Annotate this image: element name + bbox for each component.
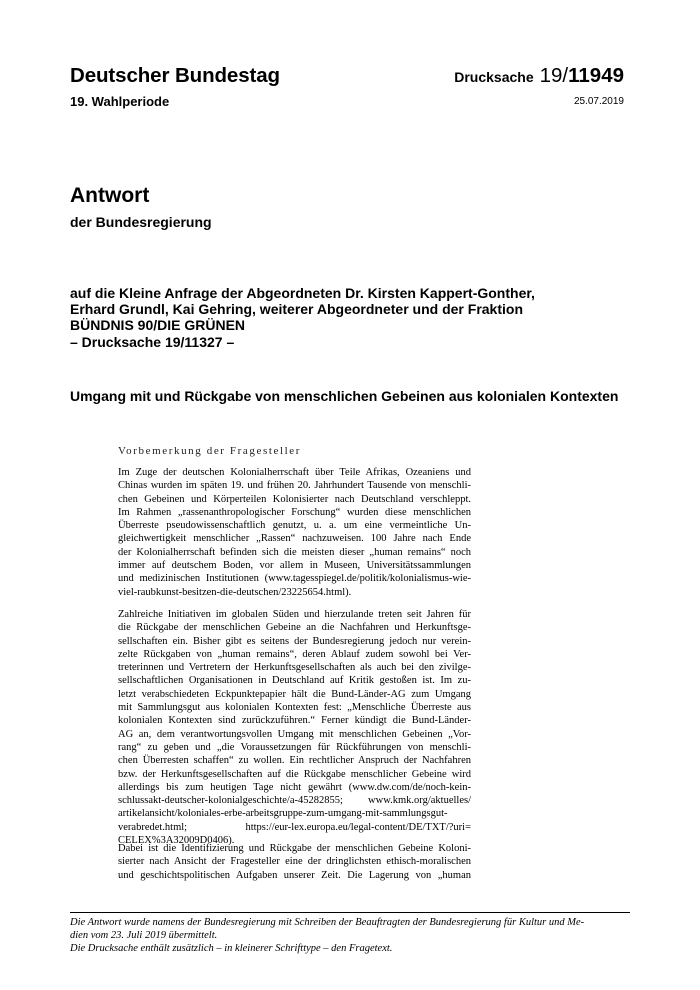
- text-line: artikelansicht/koloniales-erbe-arbeitsgruppe-zum-umgang-mit-sammlungsgut-: [118, 808, 448, 820]
- preliminary-remark-heading: Vorbemerkung der Fragesteller: [118, 445, 302, 457]
- text-line: zelte Rückgaben von „human remains“, deren Ablauf zudem sowohl bei Ver-: [118, 648, 471, 660]
- text-line: viel-raubkunst-besitzen-die-deutschen/23225654.html).: [118, 586, 352, 598]
- text-line: rang“ zu geben und „die Voraussetzungen für Rückführungen von menschli-: [118, 741, 471, 753]
- text-line: treterinnen und Vertretern der Herkunftsgesellschaften als auch bei den zivilge-: [118, 662, 471, 674]
- text-line: Im Zuge der deutschen Kolonialherrschaft über Teile Afrikas, Ozeaniens und: [118, 467, 471, 478]
- election-period: 19. Wahlperiode: [70, 94, 170, 109]
- drucksache-label: Drucksache: [454, 69, 534, 85]
- drucksache-id: 11949: [568, 64, 624, 87]
- drucksache-prefix: 19/: [539, 64, 569, 87]
- inquiry-line: Erhard Grundl, Kai Gehring, weiterer Abgeordneter und der Fraktion: [70, 301, 523, 318]
- inquiry-reference: [70, 285, 640, 350]
- text-line: immer auf deutschem Boden, vor allem in Museen, Universitätssammlungen: [118, 560, 471, 572]
- footnote-divider: [70, 912, 630, 913]
- document-title: Antwort: [70, 184, 150, 207]
- text-line: allerdings bis zum heutigen Tage nicht gewährt (www.dw.com/de/noch-kein-: [118, 781, 471, 793]
- footnote-line: Die Drucksache enthält zusätzlich – in kleinerer Schrifttype – den Fragetext.: [70, 943, 393, 955]
- text-line: chen Überresten schaffen“ zu wollen. Ein rechtlicher Anspruch der Nachfahren: [118, 755, 471, 767]
- parliament-name: Deutscher Bundestag: [70, 64, 280, 87]
- footnote-line: dien vom 23. Juli 2019 übermittelt.: [70, 930, 218, 942]
- text-line: CELEX%3A32009D0406).: [118, 835, 235, 847]
- text-line: sellschaftlichen Organisationen in Deutschland auf Kritik gestoßen ist. Im zu-: [118, 675, 471, 687]
- inquiry-line: auf die Kleine Anfrage der Abgeordneten Dr. Kirsten Kappert-Gonther,: [70, 285, 535, 301]
- text-line: schlussakt-deutscher-kolonialgeschichte/a-45282855; www.kmk.org/aktuelles/: [118, 795, 471, 807]
- document-subtitle: der Bundesregierung: [70, 214, 212, 230]
- inquiry-line: BÜNDNIS 90/DIE GRÜNEN: [70, 317, 246, 334]
- text-line: AG an, dem verantwortungsvollen Umgang mit menschlichen Gebeinen „Vor-: [118, 728, 471, 740]
- text-line: und medizinischen Institutionen (www.tagesspiegel.de/politik/kolonialismus-wie-: [118, 573, 471, 585]
- text-line: sierter nach Ansicht der Fragesteller eine der dringlichsten ethisch-moralischen: [118, 856, 471, 868]
- text-line: chen Gebeinen und Körperteilen Kolonisierter nach Deutschland verschleppt.: [118, 493, 471, 505]
- text-line: Zahlreiche Initiativen im globalen Süden und hierzulande treten seit Jahren für: [118, 609, 471, 620]
- text-line: und geschichtspolitischen Aufgaben unserer Zeit. Die Lagerung von „human: [118, 869, 471, 881]
- text-line: kolonialen Kontexten sind zurückzuführen.“ Ferner kündigt die Bund-Länder-: [118, 715, 471, 727]
- text-line: der Kolonialherrschaft befinden sich die meisten dieser „human remains“ noch: [118, 546, 471, 558]
- text-line: die Rückgabe der menschlichen Gebeine an die Nachfahren und Herkunftsge-: [118, 622, 471, 634]
- text-line: gleichwertigkeit menschlicher „Rassen“ nachzuweisen. 100 Jahre nach Ende: [118, 533, 471, 545]
- text-line: sellschaften ein. Bisher gibt es seitens der Bundesregierung jedoch nur verein-: [118, 635, 471, 647]
- text-line: Dabei ist die Identifizierung und Rückgabe der menschlichen Gebeine Koloni-: [118, 843, 471, 854]
- footnote: [70, 916, 630, 956]
- paragraph-3: [118, 842, 471, 882]
- footnote-line: Die Antwort wurde namens der Bundesregierung mit Schreiben der Beauftragten der Bundesregierung für Kultur und Me-: [70, 917, 585, 928]
- text-line: Im Rahmen „rassenanthropologischer Forschung“ wurden diese menschlichen: [118, 506, 471, 518]
- text-line: letzt verabschiedeten Eckpunktepapier hält die Bund-Länder-AG zum Umgang: [118, 688, 471, 700]
- text-line: Überreste pseudowissenschaftlich genutzt, u. a. um eine vermeintliche Un-: [118, 520, 471, 532]
- paragraph-1: [118, 466, 471, 599]
- text-line: bzw. der Herkunftsgesellschaften auf die Rückgabe menschlicher Gebeine wird: [118, 768, 471, 780]
- drucksache-number: [454, 64, 624, 88]
- text-line: Chinas wurden im späten 19. und frühen 20. Jahrhundert Tausende von menschli-: [118, 480, 471, 492]
- document-date: 25.07.2019: [573, 96, 624, 107]
- paragraph-2: [118, 608, 471, 847]
- text-line: verabredet.html; https://eur-lex.europa.eu/legal-content/DE/TXT/?uri=: [118, 821, 471, 833]
- text-line: mit Sammlungsgut aus kolonialen Kontexten fest: „Menschliche Überreste aus: [118, 702, 471, 714]
- topic-heading: Umgang mit und Rückgabe von menschlichen Gebeinen aus kolonialen Kontexten: [70, 388, 619, 404]
- inquiry-line: – Drucksache 19/11327 –: [70, 333, 235, 350]
